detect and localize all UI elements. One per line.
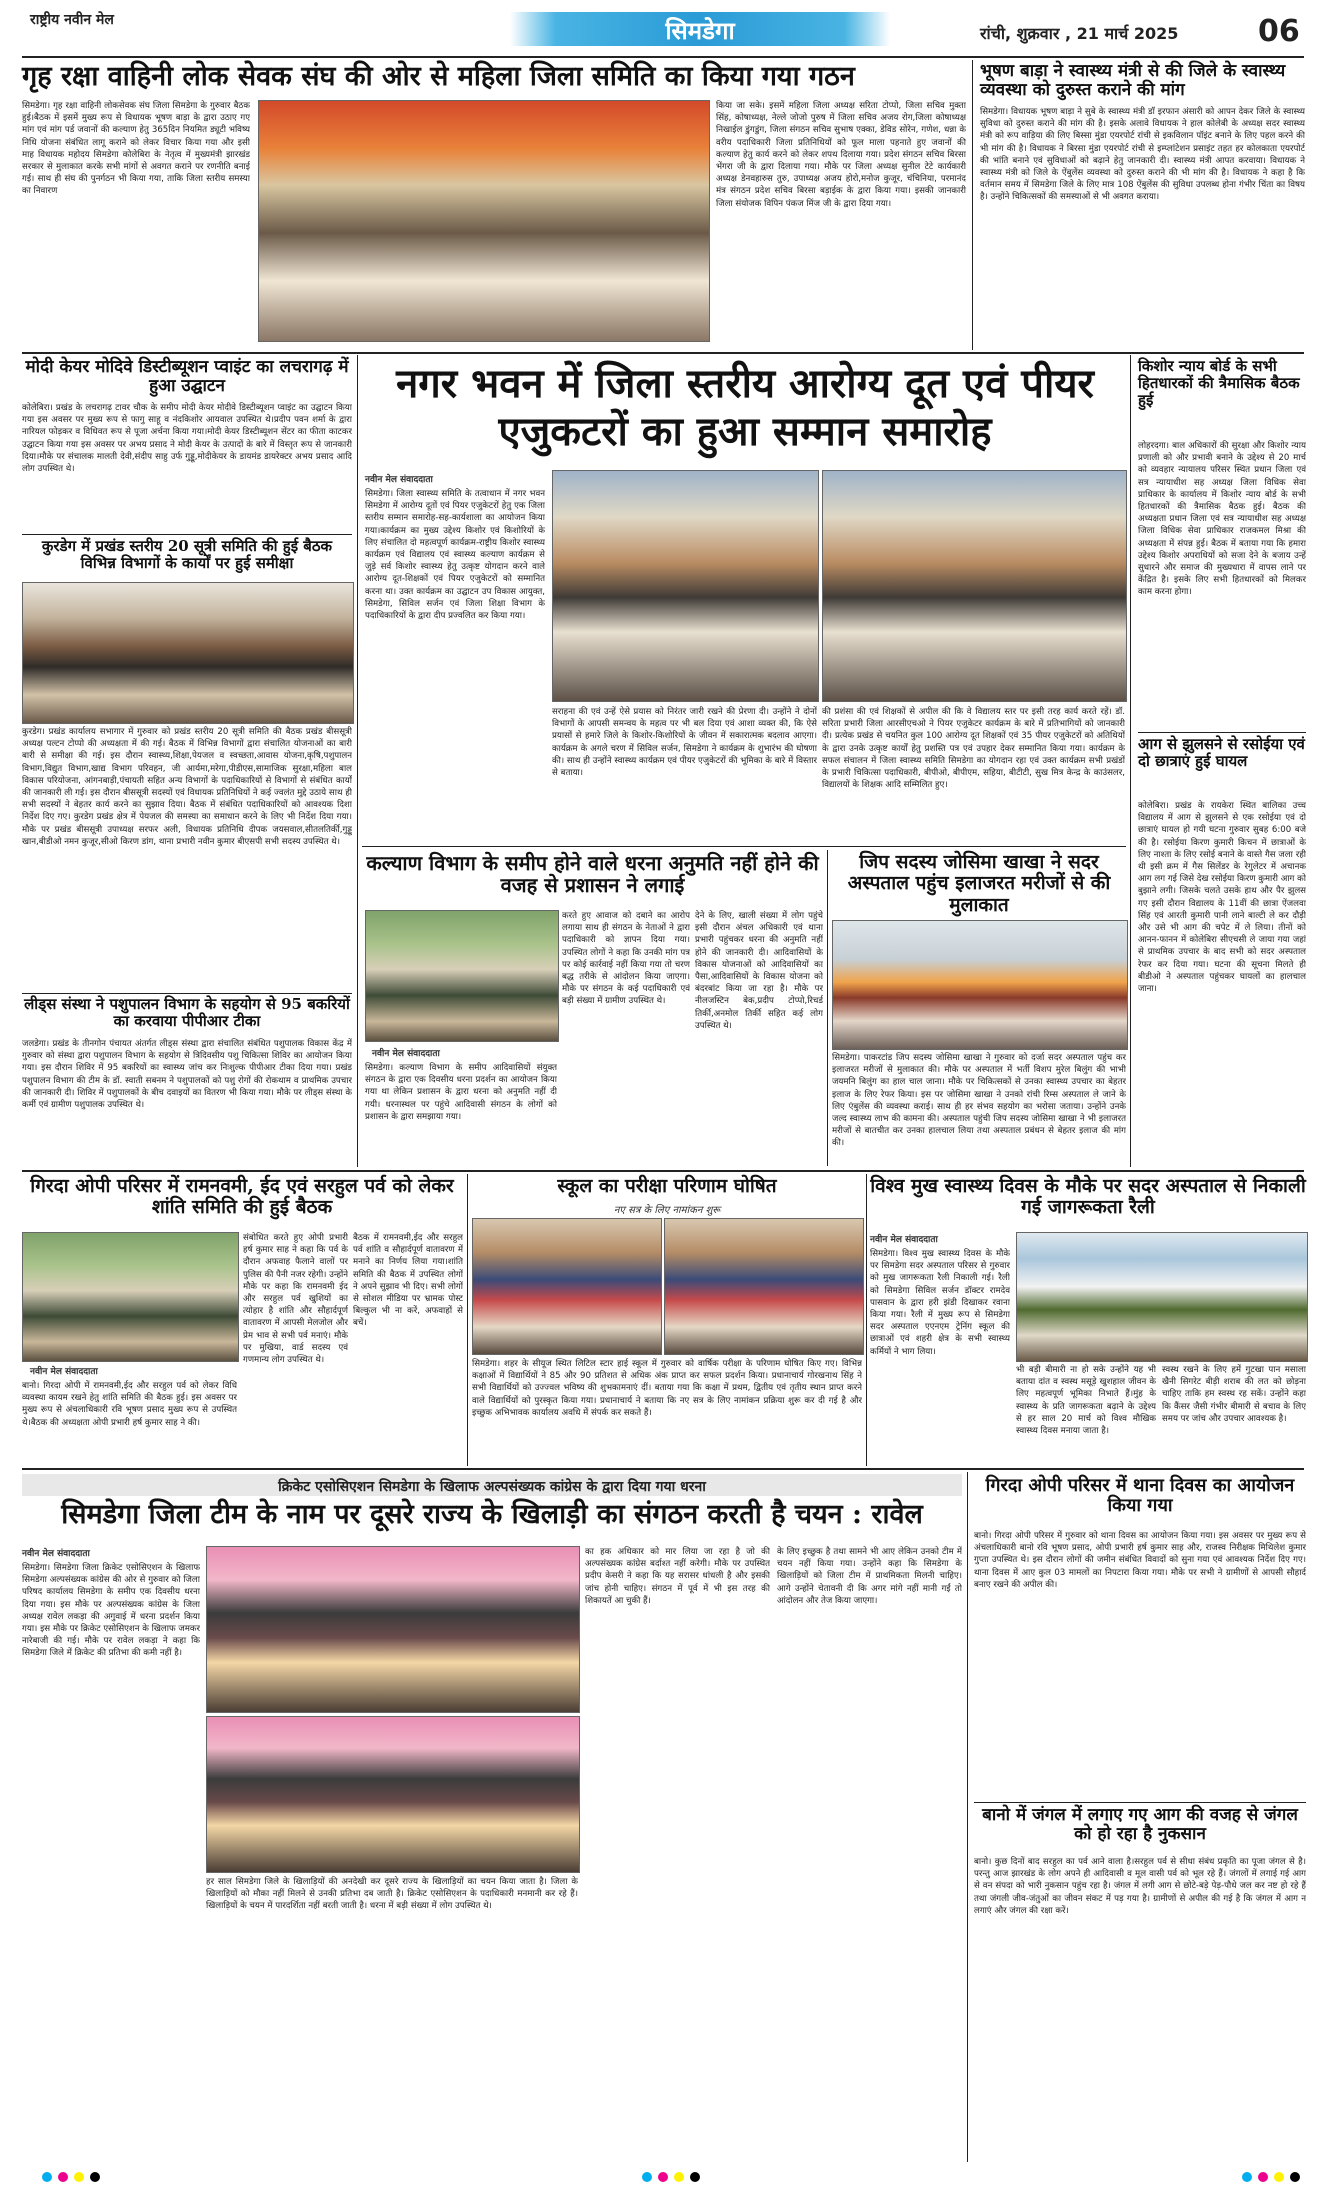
article-home-guard-col3: किया जा सके। इसमें महिला जिला अध्यक्ष सरिता टोप्पो, जिला सचिव मुक्ता सिंह, कोषाध्यक्ष, नेल्ले जोजो पुरुष में जिला सचिव अजय रोग,जिला कोषाध्यक्ष निखाईल डुंगडुंग, जिला संगठन सचिव सुभाष एक्का, डेविड सोरेन, गणेश, धन्ना के वरीय पदाधिकारी जिला प्रतिनिधियों को फूल माला पहनाते हुए जवानों की कल्याण हेतु कार्य करने को लेकर शपथ दिलाया गया। प्रदेश संगठन सचिव बिरसा भेंगरा जी के द्वारा दिलाया गया। मौके पर जिला अध्यक्ष सुनील टेटे कार्यकारी अध्यक्ष डेनवहारुस तुरु, उपाध्यक्ष अजय होरो,मनोज कुजूर, चंचिनिया, परमानंद मंत्र संगठन प्रदेश सचिव बिरसा बड़ाईक के द्वारा किया गया। इसकी जानकारी जिला संयोजक विपिन पंकज मिंज जी के द्वारा दिया गया। [716,101,966,209]
photo-school-prize [664,1218,864,1355]
photo-girda-meeting [22,1232,239,1362]
color-registration-bar [22,2170,1304,2184]
article-oral-health-col3: स्वस्थ रखने के लिए हमें गुटखा पान मसाला खैनी सिगरेट बीड़ी शराब की लत को छोड़ना चाहिए ताकि हम स्वस्थ रह सकें। उन्होंने कहा कि कैंसर जैसी गंभीर बीमारी से बचाव के लिए समय पर जांच और उपचार आवश्यक है। [1162,1365,1306,1424]
article-cricket-col2: हर साल सिमडेगा जिले के खिलाड़ियों की अनदेखी कर दूसरे राज्य के खिलाड़ियों का चयन किया जाता है। जिला के खिलाड़ियों को मौका नहीं मिलने से उनकी प्रतिभा दब जाती है। क्रिकेट एसोसिएशन के पदाधिकारी मनमानी कर रहे हैं। खिलाड़ियों के चयन में पारदर्शिता नहीं बरती जाती है। धरना में बड़ी संख्या में लोग उपस्थित थे। [206,1877,578,1912]
headline-cricket-selection: सिमडेगा जिला टीम के नाम पर दूसरे राज्य के खिलाड़ी का संगठन करती है चयन : रावेल [61,1499,923,1530]
headline-bhushan-bara: भूषण बाड़ा ने स्वास्थ्य मंत्री से की जिले के स्वास्थ्य व्यवस्था को दुरुस्त कराने की मांग [980,61,1286,101]
article-oral-health-col1: सिमडेगा। विश्व मुख स्वास्थ्य दिवस के मौके पर सिमडेगा सदर अस्पताल परिसर से गुरुवार को मुख जागरूकता रैली निकाली गई। रैली को सिमडेगा सिविल सर्जन डॉक्टर रामदेव पासवान के द्वारा हरी झंडी दिखाकर रवाना किया गया। रैली में मुख्य रूप से सिमडेगा सदर अस्पताल एएनएम ट्रेनिंग स्कूल की छात्राओं एवं शहरी क्षेत्र के सभी स्वास्थ्य कर्मियों ने भाग लिया। [870,1249,1010,1357]
headline-juvenile-board: किशोर न्याय बोर्ड के सभी हितधारकों की त्रैमासिक बैठक हुई [1138,357,1300,409]
headline-nagar-bhavan: नगर भवन में जिला स्तरीय आरोग्य दूत एवं पीयर एजुकटरों का हुआ सम्मान समारोह [396,360,1094,455]
headline-home-guard: गृह रक्षा वाहिनी लोक सेवक संघ की ओर से महिला जिला समिति का किया गया गठन [22,61,855,92]
headline-school-result: स्कूल का परीक्षा परिणाम घोषित [557,1175,777,1197]
article-modi-care: कोलेबिरा। प्रखंड के लचरागढ़ टावर चौक के समीप मोदी केयर मोदीवे डिस्टीब्यूशन प्वाइंट का उद्घाटन किया गया इस अवसर पर मुख्य रूप से फागु साहू व नंदकिशोर आयवाल उपस्थित थे।प्रदीप पवन शर्मा के द्वारा नारियल फोड़कर व विधिवत रूप से पूजा अर्चना किया गया।मोदी केयर डिस्टीब्यूशन सेंटर का फीता काटकर उद्घाटन किया गया इस अवसर पर अभय प्रसाद ने मोदी केयर के उत्पादों के बारे में विस्तृत रूप से जानकारी दिया।मौके पर संचालक मालती देवी,संदीप साहु उर्फ गुड्डू,मोदीकेयर के डायमंड डायरेक्टर अभय प्रसाद आदि लोग उपस्थित थे। [22,403,352,475]
article-school-result: सिमडेगा। शहर के सीयूज स्थित लिटिल स्टार हाई स्कूल में गुरुवार को वार्षिक परीक्षा के परिणाम घोषित किए गए। विभिन्न कक्षाओं में विद्यार्थियों ने 85 और 90 प्रतिशत से अधिक अंक प्राप्त कर सफल प्रदर्शन किया। प्रधानाचार्य गोरखनाथ सिंह ने सभी विद्यार्थियों को उज्ज्वल भविष्य की शुभकामनाएं दीं। बताया गया कि कक्षा में प्रथम, द्वितीय एवं तृतीय स्थान प्राप्त करने वाले विद्यार्थियों को पुरस्कृत किया गया। प्रधानाचार्य ने बताया कि नए सत्र के लिए नामांकन प्रक्रिया शुरू कर दी गई है और इच्छुक अभिभावक कार्यालय अवधि में संपर्क कर सकते हैं। [472,1359,862,1418]
photo-josima-hospital [832,920,1128,1050]
section-title: सिमडेगा [665,16,735,45]
photo-dharna-kalyan [365,910,559,1042]
kicker-cricket-dharna: क्रिकेट एसोसिएशन सिमडेगा के खिलाफ अल्पसंख्यक कांग्रेस के द्वारा दिया गया धरना [278,1479,706,1495]
headline-forest-fire: बानो में जंगल में लगाए गए आग की वजह से जंगल को हो रहा है नुकसान [982,1805,1298,1845]
article-bhushan-bara: सिमडेगा। विधायक भूषण बाड़ा ने सुबे के स्वास्थ्य मंत्री डॉ इरफान अंसारी को आपन देकर जिले के स्वास्थ्य सुविधा को दुरुस्त कराने की मांग की है। इसके अलावे विधायक ने हाल कोलेबी के अध्यक्ष सदर स्वास्थ्य मंत्री को रूप वाड़िया की लिए बिस्सा मुंडा एयरपोर्ट रांची से इकविलान पॉइंट बनाने के लिए पहल करने की भी मांग की है। विधायक ने बिरसा मुंडा एयरपोर्ट रांची से इम्प्लांटेशन प्रसाइंट तहत हर कोलकाता एयरपोर्ट की भांति बनाने एवं सुविधाओं को बढ़ाने हेतु जानकारी दी। स्वास्थ्य मंत्री आपत करवाया। विधायक ने स्वास्थ्य मंत्री को जिले के ऐंबुलेंस व्यवस्था को दुरुस्त कराने की भी मांग की है। विधायक ने कहा है कि वर्तमान समय में सिमडेगा जिले के लिए मात्र 108 ऐंबुलेंस की सुविधा उपलब्ध होना गंभीर चिंता का विषय है। उन्होंने चिकित्सकों की समस्याओं से भी अवगत कराया। [980,107,1305,203]
headline-thana-diwas: गिरदा ओपी परिसर में थाना दिवस का आयोजन किया गया [985,1475,1295,1517]
headline-leads-goats: लीड्स संस्था ने पशुपालन विभाग के सहयोग से 95 बकरियों का करवाया पीपीआर टीका [24,995,350,1030]
headline-kurdeg-20-sutri: कुरडेग में प्रखंड स्तरीय 20 सूत्री समिति की हुई बैठक विभिन्न विभागों के कार्यों पर हुई समीक्षा [41,537,333,572]
photo-home-guard-meeting [258,100,710,342]
headline-oral-health-rally: विश्व मुख स्वास्थ्य दिवस के मौके पर सदर अस्पताल से निकाली गई जागरूकता रैली [870,1175,1306,1219]
article-girda-shanti-col2: संबोधित करते हुए ओपी प्रभारी हर्ष कुमार साह ने कहा कि पर्व के दौरान अफवाह फैलाने वालों पर पुलिस की पैनी नजर रहेगी। उन्होंने मौके पर कहा कि रामनवमी ईद और सरहुल पर्व खुशियों का त्योहार है शांति और सौहार्दपूर्ण वातावरण में आपसी मेलजोल और प्रेम भाव से सभी पर्व मनाएं। मौके पर मुखिया, वार्ड सदस्य एवं गणमान्य लोग उपस्थित थे। [243,1233,348,1366]
article-forest-fire: बानो। कुछ दिनों बाद सरहुल का पर्व आने वाला है।सरहुल पर्व से सीधा संबंध प्रकृति का पूजा जंगल से है। परन्तु आज झारखंड के लोग अपने ही आदिवासी व मूल वासी पर्व को भूल रहे हैं। जंगलों में लगाई गई आग से वन संपदा को भारी नुकसान पहुंच रहा है। जंगल में लगी आग से छोटे-बड़े पेड़-पौधे जल कर नष्ट हो रहे हैं तथा जंगली जीव-जंतुओं का जीवन संकट में पड़ गया है। ग्रामीणों से अपील की गई है कि जंगल में आग न लगाएं और जंगल की रक्षा करें। [974,1857,1306,1916]
byline-cricket: नवीन मेल संवाददाता [22,1549,90,1559]
byline-oral-health-rally: नवीन मेल संवाददाता [870,1235,938,1245]
photo-kurdeg-meeting [22,582,354,724]
masthead [0,0,1325,60]
article-girda-shanti-col1: बानो। गिरदा ओपी में रामनवमी,ईद और सरहुल पर्व को लेकर विधि व्यवस्था कायम रखने हेतु शांति समिति की बैठक हुई। इस अवसर पर मुख्य रूप से अंचलाधिकारी रवि भूषण प्रसाद मुख्य रूप से उपस्थित थे।बैठक की अध्यक्षता ओपी प्रभारी हर्ष कुमार साह ने की। [22,1381,237,1428]
byline-nagar-bhavan: नवीन मेल संवाददाता [365,475,433,485]
article-josima-khakha: सिमडेगा। पाकरटांड जिप सदस्य जोसिमा खाखा ने गुरुवार को दर्जा सदर अस्पताल पहुंच कर इलाजरत मरीजों से मुलाकात की। मौके पर अस्पताल में भर्ती विशप मुरेल बिलुंग की भाभी जयमनि बिलुंग का हाल चाल जाना। मौके पर चिकित्सकों से उनका स्वास्थ्य उपचार का बेहतर इलाज के लिए रेफर किया। इस पर जोसिमा खाखा ने उनको रांची रिम्स अस्पताल ले जाने के लिए एंबुलेंस की व्यवस्था कराई। साथ ही हर संभव सहयोग का भरोसा जताया। उन्होंने उनके जल्द स्वास्थ्य लाभ की कामना की। अस्पताल पहुंची जिप सदस्य जोसिमा खाखा ने भी इलाजरत मरीजों से बातचीत कर उनका हालचाल लिया तथा अस्पताल प्रबंधन से बेहतर इलाज की मांग की। [832,1053,1126,1149]
photo-cricket-dharna-bottom [206,1716,580,1873]
photo-nagar-bhavan-stage [822,470,1127,702]
byline-dharna-kalyan: नवीन मेल संवाददाता [372,1049,440,1059]
article-fire-injured: कोलेबिरा। प्रखंड के रायकेरा स्थित बालिका उच्च विद्यालय में आग से झुलसने से एक रसोईया एवं दो छात्राएं घायल हो गयी घटना गुरुवार सुबह 6:00 बजे की है। रसोईया किरण कुमारी किचन में छात्राओं के लिए नाश्ता के लिए रसोई बनाने के वास्ते गैस जला रही थी इसी क्रम में गैस सिलेंडर के रेगुलेटर में अचानक आग लग गई जिसे देख रसोईया किरण कुमारी आग को बुझाने लगी। जिसके चलते उसके हाथ और पैर झुलस गए इसी दौरान विद्यालय के 11वीं की छात्रा ऐंजलवा सिंह एवं आरती कुमारी पानी लाने बाल्टी ले कर दौड़ी और उसे भी आग की चपेट में ले लिया। तीनों को आनन-फानन में कोलेबिरा सीएचसी ले जाया गया जहां से प्राथमिक उपचार के बाद सभी को सदर अस्पताल रेफर कर दिया गया। घटना की सूचना मिलते ही बीडीओ ने अस्पताल पहुंचकर घायलों का हालचाल जाना। [1138,801,1306,995]
dateline: रांची, शुक्रवार , 21 मार्च 2025 [980,24,1179,43]
article-kurdeg-20-sutri: कुरडेग। प्रखंड कार्यालय सभागार में गुरुवार को प्रखंड स्तरीय 20 सूत्री समिति की बैठक प्रखंड बीससूत्री अध्यक्ष पल्टन टोप्पो की अध्यक्षता में की गई। बैठक में विभिन्न विभागों द्वारा संचालित योजनाओं का बारी बारी से समीक्षा की गई। इस दौरान स्वास्थ्य,शिक्षा,पेयजल व स्वच्छता,आवास योजना,कृषि,पशुपालन विभाग,विद्युत विभाग,खाद्य विभाग परिवहन, जी आर्यमा,मरेगा,पीडीएस,सामाजिक सुरक्षा,महिला बाल विकास परियोजना, आंगनबाड़ी,पंचायती सहित अन्य विभागों के पदाधिकारियों से विभागों से संबंधित कार्यों की जानकारी ली गई। इस दौरान बीससूत्री सदस्यों एवं विधायक प्रतिनिधियों ने कई ज्वलंत मुद्दे उठाये साथ ही सभी सदस्यों ने बेहतर कार्य करने का सुझाव दिया। बैठक में संबंधित पदाधिकारियों को आवश्यक दिशा निर्देश दिए गए। कुरडेग प्रखंड क्षेत्र में पेयजल की समस्या का समाधान करने के लिए भी निर्देश दिया गया। मौके पर प्रखंड बीससूत्री उपाध्यक्ष सरफर अली, विधायक प्रतिनिधि दीपक जयसवाल,सीतलतिर्की,गुड्डू खान,बीडीओ नमन कुजूर,सीओ किरण डांग, थाना प्रभारी नवीन कुमार बीएसपी सभी सदस्य उपस्थित थे। [22,727,352,847]
article-dharna-kalyan-col3: देने के लिए, खाली संख्या में लोग पहुंचे इसी दौरान अंचल अधिकारी एवं थाना प्रभारी पहुंचकर धरना की अनुमति नहीं होने की जानकारी दी। आदिवासियों के विकास योजनाओं को आदिवासियों का पैसा,आदिवासियों के विकास योजना को बंदरबांट किया जा रहा है। मौके पर नीलजस्टिन बेक,प्रदीप टोप्पो,रिचर्ड तिर्की,अनमोल तिर्की सहित कई लोग उपस्थित थे। [695,911,823,1031]
headline-fire-injured: आग से झुलसने से रसोईया एवं दो छात्राएं हुई घायल [1138,735,1305,770]
byline-girda-shanti-samiti: नवीन मेल संवाददाता [30,1367,98,1377]
photo-cricket-dharna-top [206,1546,580,1713]
photo-oral-health-rally [1016,1232,1308,1362]
article-oral-health-col2: भी बड़ी बीमारी ना हो सके उन्होंने यह भी बताया दांत व स्वस्थ मसूड़े खुशहाल जीवन के लिए महत्वपूर्ण भूमिका निभाते हैं।मुंह के स्वास्थ्य के प्रति जागरूकता बढ़ाने के उद्देश्य से हर साल 20 मार्च को विश्व मौखिक स्वास्थ्य दिवस मनाया जाता है। [1016,1365,1156,1437]
headline-girda-shanti-samiti: गिरदा ओपी परिसर में रामनवमी, ईद एवं सरहुल पर्व को लेकर शांति समिति की हुई बैठक [30,1175,454,1219]
headline-modi-care: मोदी केयर मोदिवे डिस्टीब्यूशन प्वाइंट का लचरागढ़ में हुआ उद्घाटन [25,357,349,397]
article-nagar-bhavan-col3: की प्रशंसा की एवं शिक्षकों से अपील की कि वे विद्यालय स्तर पर इसी तरह कार्य करते रहें। डॉ. सरिता प्रभारी जिला आरसीएचओ ने पियर एजुकेटर कार्यक्रम के बारे में प्रतिभागियों को जानकारी दी। प्रत्येक प्रखंड से चयनित कुल 100 आरोग्य दूत शिक्षकों एवं 35 पीयर एजुकेटरों को अतिथियों के द्वारा उनके उत्कृष्ट कार्यों हेतु प्रशस्ति पत्र एवं उपहार देकर सम्मानित किया गया। कार्यक्रम के सफल संचालन में जिला स्वास्थ्य समिति सिमडेगा का योगदान रहा एवं उक्त कार्यक्रम सभी प्रखंडों के प्रभारी चिकित्सा पदाधिकारी, बीपीओ, बीपीएम, सहिया, बीटीटी, सुख मित्र केन्द्र के काउंसलर, विद्यालयों के शिक्षक आदि सम्मिलित हुए। [822,707,1125,791]
kicker-school-result: नए सत्र के लिए नामांकन शुरू [613,1205,721,1216]
article-nagar-bhavan-col1: सिमडेगा। जिला स्वास्थ्य समिति के तत्वाधान में नगर भवन सिमडेगा में आरोग्य दूतों एवं पियर एजुकेटरों हेतु एक जिला स्तरीय सम्मान समारोह-सह-कार्यशाला का आयोजन किया गया।कार्यक्रम का मुख्य उद्देश्य किशोर एवं किशोरियों के लिए संचालित दो महत्वपूर्ण कार्यक्रम-राष्ट्रीय किशोर स्वास्थ्य कार्यक्रम एवं विद्यालय एवं स्वास्थ्य कल्याण कार्यक्रम से जुड़े सर्व किशोर स्वास्थ्य हेतु उत्कृष्ट योगदान करने वाले आरोग्य दूत-शिक्षकों एवं पियर एजुकेटरों को सम्मानित करना था। उक्त कार्यक्रम का उद्घाटन उप विकास आयुक्त, सिमडेगा, सिविल सर्जन एवं जिला शिक्षा विभाग के पदाधिकारियों के द्वारा दीप प्रज्वलित कर किया गया। [365,489,545,622]
article-leads-goats: जलडेगा। प्रखंड के तीनगोन पंचायत अंतर्गत लीड्स संस्था द्वारा संचालित संबंधित पशुपालक विकास केंद्र में गुरुवार को संस्था द्वारा पशुपालन विभाग के सहयोग से त्रिदिवसीय पशु चिकित्सा शिविर का आयोजन किया गया। इस दौरान शिविर में 95 बकरियों का स्वास्थ्य जांच कर निःशुल्क पीपीआर टीका दिया गया। प्रखंड पशुपालन विभाग की टीम के डॉ. स्वाती सबनम ने पशुपालकों को पशु रोगों की रोकथाम व प्राथमिक उपचार की जानकारी दी। शिविर में पशुपालकों के बीच दवाइयों का वितरण भी किया गया। मौके पर लीड्स संस्था के कर्मी एवं ग्रामीण पशुपालक उपस्थित थे। [22,1039,352,1111]
article-nagar-bhavan-col2: सराहना की एवं उन्हें ऐसे प्रयास को निरंतर जारी रखने की प्रेरणा दी। उन्होंने ने दोनों विभागों के आपसी समन्वय के महत्व पर भी बल दिया एवं आशा व्यक्त की, कि ऐसे प्रयासों से हमारे जिले के किशोर-किशोरियों के जीवन में सकारात्मक बदलाव आएगा। कार्यक्रम के अगले चरण में सिविल सर्जन, सिमडेगा ने कार्यक्रम के शुभारंभ की घोषणा की। साथ ही उन्होंने स्वास्थ्य कार्यक्रम एवं पीयर एजुकेटरों की भूमिका के बारे में विस्तार से बताया। [552,707,817,779]
headline-dharna-kalyan: कल्याण विभाग के समीप होने वाले धरना अनुमति नहीं होने की वजह से प्रशासन ने लगाई [366,851,819,898]
page-number: 06 [1258,14,1300,49]
article-cricket-col3: का हक अधिकार को मार लिया जा रहा है जो की अल्पसंख्यक कांग्रेस बर्दाश्त नहीं करेगी। मौके पर उपस्थित प्रदीप केसरी ने कहा कि यह सरासर धांधली है और इसकी जांच होनी चाहिए। संगठन में पूर्व में भी इस तरह की शिकायतें आ चुकी हैं। [585,1547,770,1606]
headline-josima-khakha: जिप सदस्य जोसिमा खाखा ने सदर अस्पताल पहुंच इलाजरत मरीजों से की मुलाकात [847,851,1111,916]
photo-school-kids [472,1218,662,1355]
article-dharna-kalyan-col2: करते हुए आवाज को दबाने का आरोप लगाया साथ ही संगठन के नेताओं ने द्वारा पदाधिकारी को ज्ञापन दिया गया। उपस्थित लोगों ने कहा कि उनकी मांग पत्र पर कोई कार्रवाई नहीं किया गया तो चरण बद्ध तरीके से आंदोलन किया जाएगा। मौके पर संगठन के कई पदाधिकारी एवं बड़ी संख्या में ग्रामीण उपस्थित थे। [562,911,690,1007]
article-home-guard-col1: सिमडेगा। गृह रक्षा वाहिनी लोकसेवक संघ जिला सिमडेगा के गुरुवार बैठक हुई।बैठक में इसमें मुख्य रूप से विधायक भूषण बाड़ा के द्वारा उठाए गए मांग एवं मांग पर्ड जवानों की कल्याण हेतु 365दिन नियमित ड्यूटी भविष्य निधि योजना संबंधित लागू कराने को लेकर विचार किया गया और इसी माह विधायक महोदय सिमडेगा कोलेबिरा के नेतृत्व में मुख्यमंत्री झारखंड सरकार से मुलाकात करके सभी मांगों से अवगत कराने पर रणनीति बनाई गई। साथ ही संघ की पुनर्गठन भी किया गया, ताकि जिला स्तरीय समस्या का निवारण [22,101,250,197]
article-dharna-kalyan-col1: सिमडेगा। कल्याण विभाग के समीप आदिवासियों संयुक्त संगठन के द्वारा एक दिवसीय धरना प्रदर्शन का आयोजन किया गया था लेकिन प्रशासन के द्वारा धरना को अनुमति नहीं दी गयी। धरनास्थल पर पहुंचे आदिवासी संगठन के लोगों को प्रशासन के द्वारा समझाया गया। [365,1063,557,1122]
article-thana-diwas: बानो। गिरदा ओपी परिसर में गुरुवार को थाना दिवस का आयोजन किया गया। इस अवसर पर मुख्य रूप से अंचलाधिकारी बानो रवि भूषण प्रसाद, ओपी प्रभारी हर्ष कुमार साह और, राजस्व निरीक्षक मिथिलेश कुमार गुप्ता उपस्थित थे। इस दौरान लोगों की जमीन संबंधित विवादों को सुना गया एवं आवश्यक निर्देश दिए गए। थाना दिवस में आए कुल 03 मामलों का निपटारा किया गया। मौके पर सभी ने ग्रामीणों से आपसी सौहार्द बनाए रखने की अपील की। [974,1531,1306,1590]
photo-nagar-bhavan-audience [552,470,819,702]
article-girda-shanti-col3: बैठक में रामनवमी,ईद और सरहुल पर्व शांति व सौहार्दपूर्ण वातावरण में मनाने का निर्णय लिया गया।शांति समिति की बैठक में उपस्थित लोगों ने अपने सुझाव भी दिए। सभी लोगों से सोशल मीडिया पर भ्रामक पोस्ट बिल्कुल भी ना करें, अफवाहों से बचें। [353,1233,463,1329]
article-cricket-col1: सिमडेगा। सिमडेगा जिला क्रिकेट एसोसिएशन के खिलाफ सिमडेगा अल्पसंख्यक कांग्रेस की ओर से गुरुवार को जिला परिषद कार्यालय सिमडेगा के समीप एक दिवसीय धरना दिया गया। इस मौके पर अल्पसंख्यक कांग्रेस के जिला अध्यक्ष रावेल लकड़ा की अगुवाई में धरना प्रदर्शन किया गया। इस मौके पर क्रिकेट एसोसिएशन के खिलाफ जमकर नारेबाजी की गई। मौके पर रावेल लकड़ा ने कहा कि सिमडेगा जिले में क्रिकेट की प्रतिभा की कमी नहीं है। [22,1563,200,1659]
article-cricket-col4: के लिए इच्छुक है तथा सामने भी आए लेकिन उनको टीम में चयन नहीं किया गया। उन्होंने कहा कि सिमडेगा के खिलाड़ियों को जिला टीम में प्राथमिकता मिलनी चाहिए। आगे उन्होंने चेतावनी दी कि अगर मांगे नहीं मानी गईं तो आंदोलन और तेज किया जाएगा। [777,1547,962,1606]
article-juvenile-board: लोहरदगा। बाल अधिकारों की सुरक्षा और किशोर न्याय प्रणाली को और प्रभावी बनाने के उद्देश्य से 20 मार्च को व्यवहार न्यायालय परिसर स्थित प्रधान जिला एवं सत्र न्यायाधीश सह अध्यक्ष जिला विधिक सेवा प्राधिकार के कार्यालय में किशोर न्याय बोर्ड के सभी हितधारकों की त्रैमासिक बैठक हुई। बैठक की अध्यक्षता प्रधान जिला एवं सत्र न्यायाधीश सह अध्यक्ष जिला विधिक सेवा प्राधिकार राजकमल मिश्रा की अध्यक्षता में संपन्न हुई। बैठक में बताया गया कि हमारा उद्देश्य किशोर अपराधियों को सजा देने के बजाय उन्हें सुधारने और समाज की मुख्यधारा में वापस लाने पर केंद्रित है। इसके लिए सभी हितधारकों को मिलकर काम करना होगा। [1138,441,1306,598]
newspaper-logo: राष्ट्रीय नवीन मेल [30,12,114,28]
